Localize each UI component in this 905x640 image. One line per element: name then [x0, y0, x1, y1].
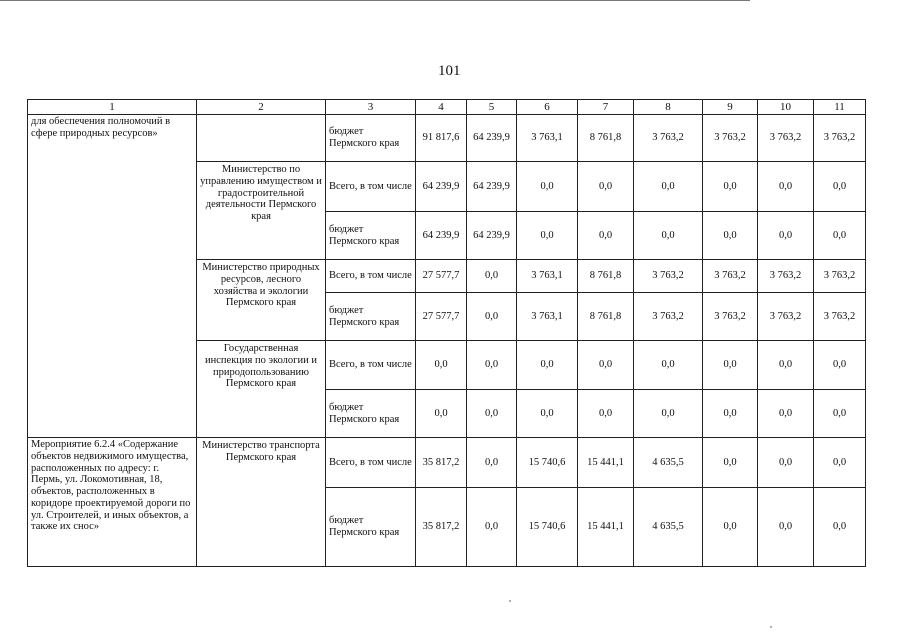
column-header: 2	[197, 100, 326, 115]
value-cell: 64 239,9	[416, 212, 467, 260]
table-row	[28, 115, 866, 162]
source-cell: бюджет Пермского края	[326, 390, 416, 438]
value-cell: 35 817,2	[416, 488, 467, 567]
value-cell: 91 817,6	[416, 115, 467, 162]
value-cell: 15 740,6	[517, 438, 578, 488]
value-cell: 0,0	[703, 212, 758, 260]
value-cell: 0,0	[578, 162, 634, 212]
value-cell: 3 763,2	[814, 115, 866, 162]
value-cell: 0,0	[703, 162, 758, 212]
value-cell: 0,0	[634, 341, 703, 390]
value-cell: 3 763,2	[703, 115, 758, 162]
value-cell: 0,0	[467, 260, 517, 293]
budget-table	[27, 99, 866, 567]
value-cell: 0,0	[703, 341, 758, 390]
value-cell: 3 763,2	[758, 260, 814, 293]
value-cell: 0,0	[758, 390, 814, 438]
value-cell: 0,0	[578, 390, 634, 438]
value-cell: 0,0	[703, 488, 758, 567]
value-cell: 0,0	[467, 390, 517, 438]
agency-cell: Министерство по управлению имуществом и градостроительной деятельности Пермского края	[197, 162, 326, 260]
value-cell: 0,0	[758, 438, 814, 488]
column-header: 11	[814, 100, 866, 115]
value-cell: 3 763,2	[814, 293, 866, 341]
value-cell: 27 577,7	[416, 293, 467, 341]
value-cell: 0,0	[814, 488, 866, 567]
source-cell: Всего, в том числе	[326, 162, 416, 212]
event-cell: для обеспечения полномочий в сфере природных ресурсов»	[28, 115, 197, 438]
column-header: 7	[578, 100, 634, 115]
event-cell: Мероприятие 6.2.4 «Содержание объектов недвижимого имущества, расположенных по адресу: г. Пермь, ул. Локомотивная, 18, объектов, расположенных в коридоре проектируемой дороги по ул. Строителей, и иных объектов, а также их снос»	[28, 438, 197, 567]
value-cell: 64 239,9	[467, 162, 517, 212]
source-cell: Всего, в том числе	[326, 260, 416, 293]
value-cell: 3 763,2	[758, 115, 814, 162]
source-cell: бюджет Пермского края	[326, 293, 416, 341]
value-cell: 0,0	[758, 162, 814, 212]
value-cell: 8 761,8	[578, 293, 634, 341]
column-header: 10	[758, 100, 814, 115]
value-cell: 0,0	[517, 341, 578, 390]
page-number: 101	[438, 63, 461, 79]
value-cell: 3 763,2	[758, 293, 814, 341]
value-cell: 0,0	[634, 212, 703, 260]
value-cell: 3 763,2	[634, 260, 703, 293]
value-cell: 0,0	[703, 390, 758, 438]
value-cell: 0,0	[814, 162, 866, 212]
column-header: 1	[28, 100, 197, 115]
scan-speck	[509, 600, 511, 602]
source-cell: Всего, в том числе	[326, 438, 416, 488]
table-row	[28, 438, 866, 488]
value-cell: 0,0	[758, 488, 814, 567]
value-cell: 15 740,6	[517, 488, 578, 567]
value-cell: 64 239,9	[416, 162, 467, 212]
source-cell: бюджет Пермского края	[326, 212, 416, 260]
column-header: 6	[517, 100, 578, 115]
column-number-row	[28, 100, 866, 115]
value-cell: 0,0	[758, 212, 814, 260]
page-top-border	[0, 0, 750, 1]
scan-speck	[770, 626, 772, 628]
value-cell: 0,0	[517, 212, 578, 260]
value-cell: 8 761,8	[578, 115, 634, 162]
value-cell: 0,0	[517, 162, 578, 212]
value-cell: 8 761,8	[578, 260, 634, 293]
value-cell: 3 763,2	[814, 260, 866, 293]
agency-cell-empty	[197, 115, 326, 162]
value-cell: 64 239,9	[467, 115, 517, 162]
value-cell: 0,0	[814, 438, 866, 488]
value-cell: 27 577,7	[416, 260, 467, 293]
value-cell: 0,0	[467, 293, 517, 341]
column-header: 5	[467, 100, 517, 115]
agency-cell: Министерство транспорта Пермского края	[197, 438, 326, 567]
value-cell: 3 763,1	[517, 260, 578, 293]
value-cell: 4 635,5	[634, 438, 703, 488]
value-cell: 0,0	[416, 390, 467, 438]
value-cell: 35 817,2	[416, 438, 467, 488]
value-cell: 0,0	[814, 212, 866, 260]
value-cell: 0,0	[416, 341, 467, 390]
source-cell: бюджет Пермского края	[326, 115, 416, 162]
value-cell: 15 441,1	[578, 438, 634, 488]
value-cell: 3 763,1	[517, 115, 578, 162]
value-cell: 0,0	[578, 341, 634, 390]
column-header: 9	[703, 100, 758, 115]
agency-cell: Государственная инспекция по экологии и природопользованию Пермского края	[197, 341, 326, 438]
value-cell: 4 635,5	[634, 488, 703, 567]
source-cell: бюджет Пермского края	[326, 488, 416, 567]
value-cell: 0,0	[634, 162, 703, 212]
value-cell: 0,0	[814, 341, 866, 390]
value-cell: 3 763,2	[634, 293, 703, 341]
value-cell: 3 763,2	[703, 293, 758, 341]
source-cell: Всего, в том числе	[326, 341, 416, 390]
value-cell: 0,0	[578, 212, 634, 260]
column-header: 8	[634, 100, 703, 115]
value-cell: 3 763,2	[634, 115, 703, 162]
value-cell: 0,0	[517, 390, 578, 438]
value-cell: 15 441,1	[578, 488, 634, 567]
value-cell: 64 239,9	[467, 212, 517, 260]
agency-cell: Министерство природных ресурсов, лесного хозяйства и экологии Пермского края	[197, 260, 326, 341]
value-cell: 3 763,1	[517, 293, 578, 341]
value-cell: 0,0	[758, 341, 814, 390]
column-header: 3	[326, 100, 416, 115]
value-cell: 0,0	[467, 488, 517, 567]
value-cell: 0,0	[467, 438, 517, 488]
value-cell: 0,0	[703, 438, 758, 488]
value-cell: 0,0	[814, 390, 866, 438]
column-header: 4	[416, 100, 467, 115]
value-cell: 3 763,2	[703, 260, 758, 293]
value-cell: 0,0	[467, 341, 517, 390]
value-cell: 0,0	[634, 390, 703, 438]
